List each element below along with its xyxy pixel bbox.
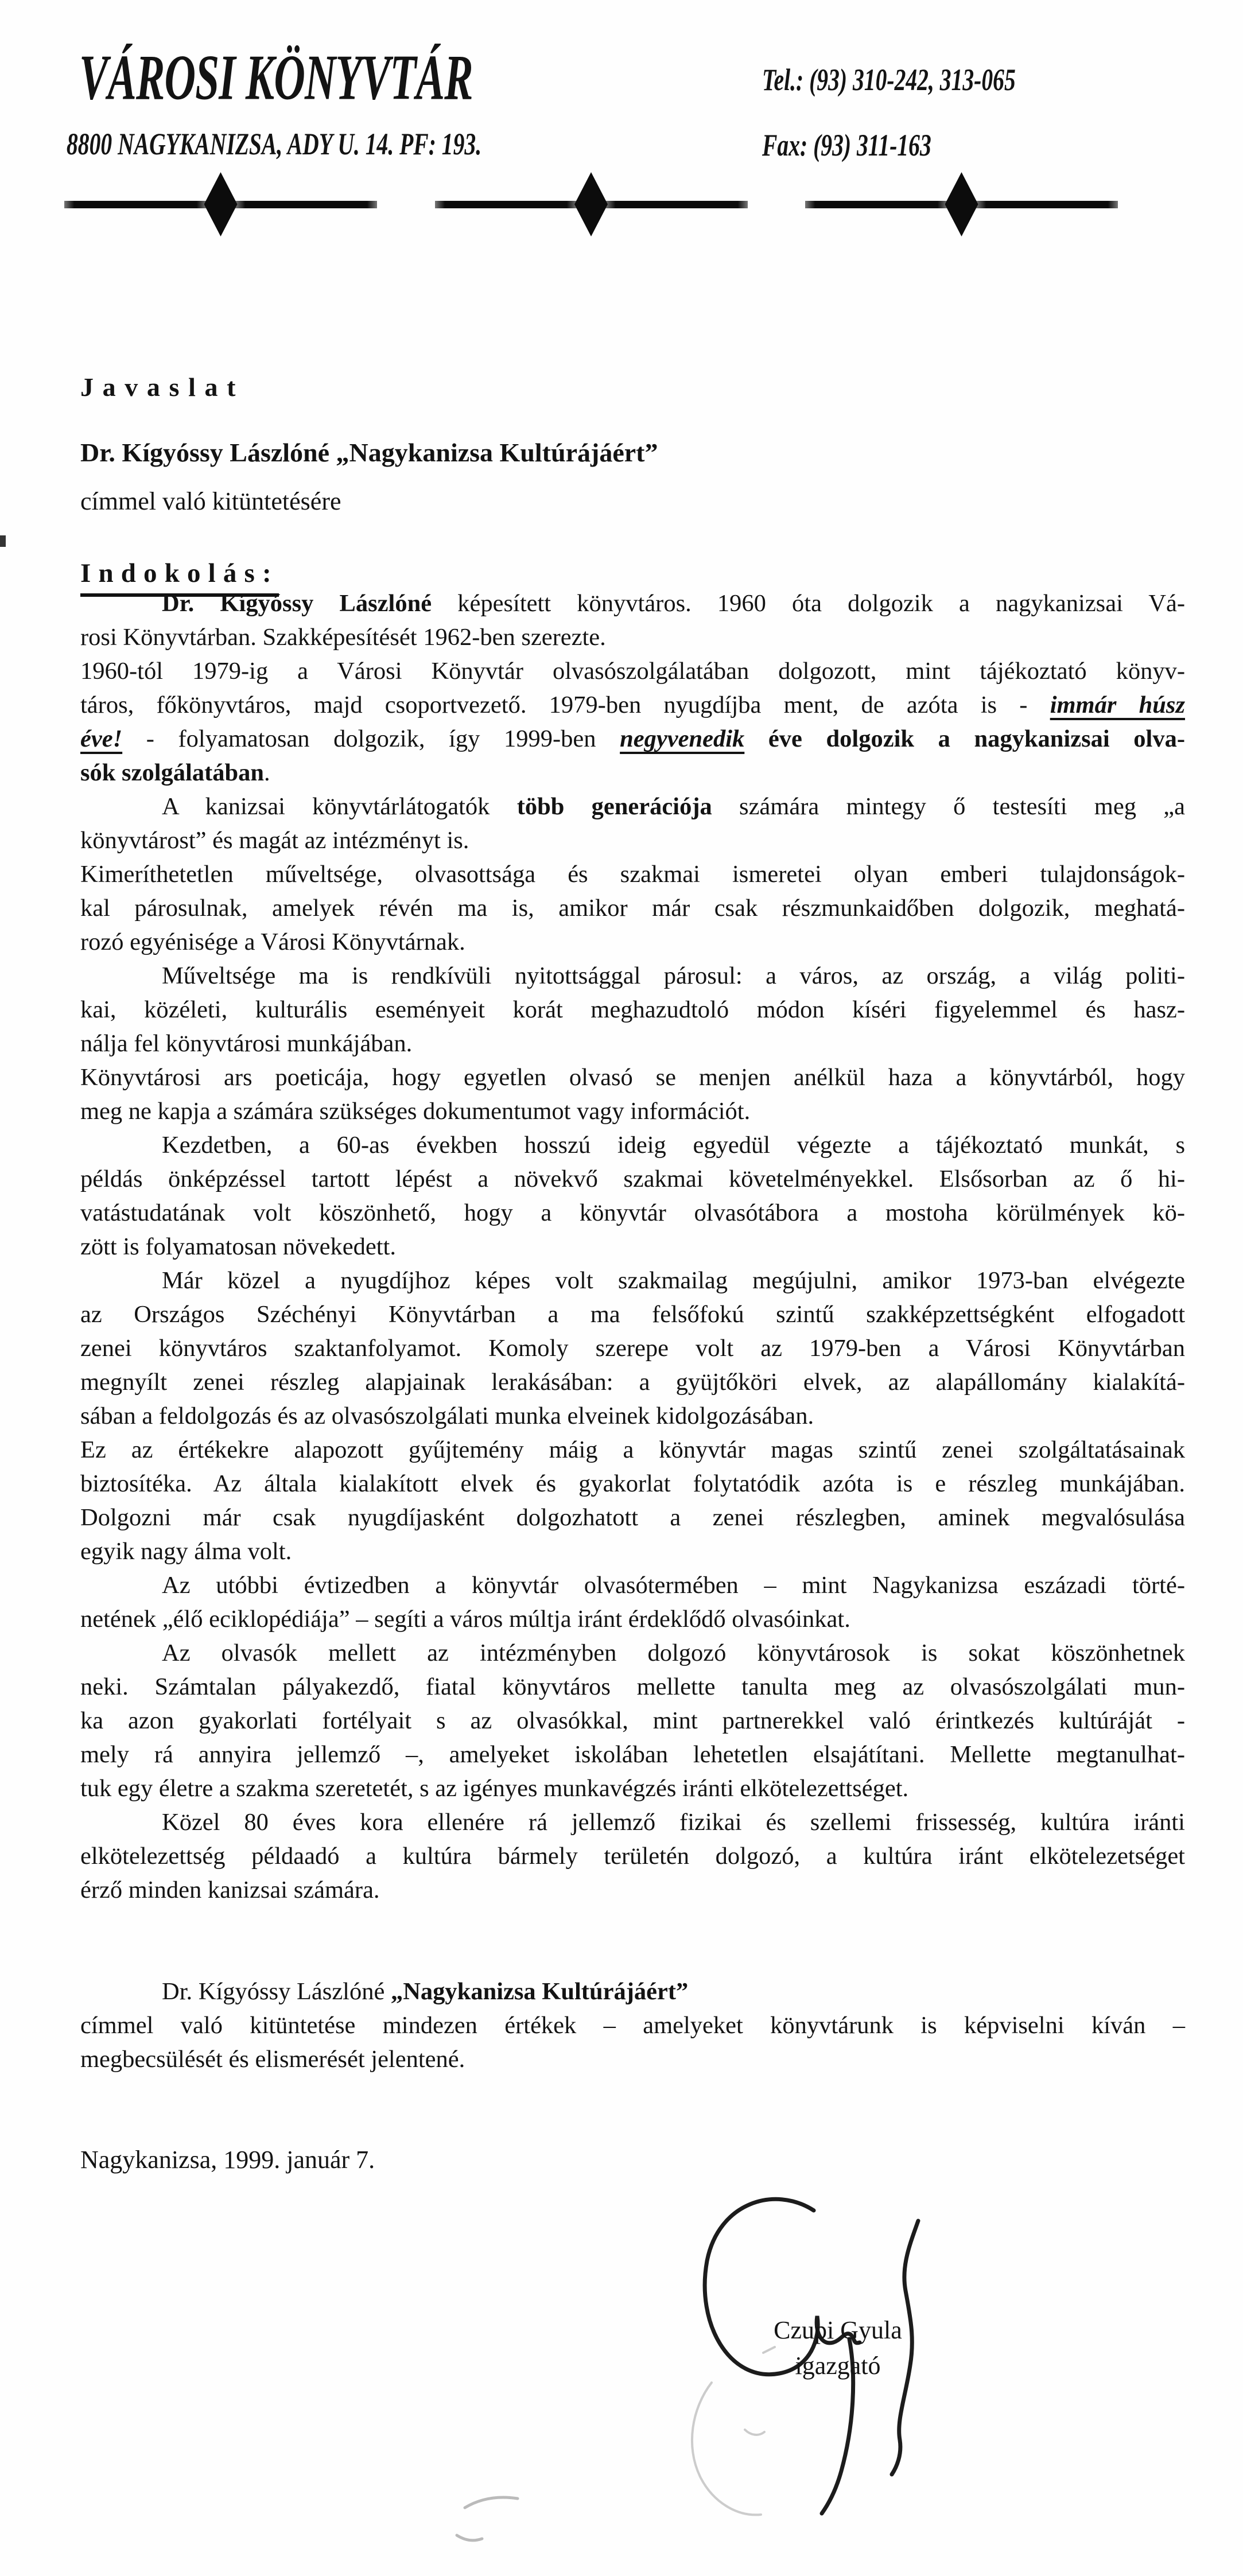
text-segment: netének „élő eciklopédiája” – segíti a város múltja iránt érdeklődő olvasóinkat. [80,1606,850,1633]
body-line [80,586,1185,620]
text-segment: Kimeríthetetlen műveltsége, olvasottsága és szakmai ismeretei olyan emberi tulajdonságok- [80,861,1185,888]
text-segment: több generációja [516,793,712,820]
text-segment: biztosítéka. Az általa kialakított elvek és gyakorlat folytatódik azóta is e részleg munkájában. [80,1470,1185,1497]
body-line [80,1162,1185,1196]
body-line [80,1704,1185,1738]
body-line [80,993,1185,1027]
signatory-title: igazgató [795,2352,881,2380]
text-segment: Kezdetben, a 60-as években hosszú ideig egyedül végezte a tájékoztató munkát, s [162,1132,1185,1159]
body-line [80,1230,1185,1264]
body-line [80,1873,1185,1907]
body-line [80,925,1185,959]
divider-bar [235,201,378,208]
text-segment: „Nagykanizsa Kultúrájáért” [390,1978,689,2005]
divider-segment [805,171,1118,238]
text-segment: mely rá annyira jellemző –, amelyeket iskolában lehetetlen elsajátítani. Mellette megtanulhat- [80,1741,1185,1768]
body-line [80,1365,1185,1399]
text-segment: megnyílt zenei részleg alapjainak lerakásában: a gyüjtőköri elvek, az alapállomány kialakítá- [80,1369,1185,1396]
body-text [80,586,1185,2076]
diamond-shape [574,172,608,236]
text-segment: könyvtárost” és magát az intézményt is. [80,827,469,854]
section-heading-text: Indokolás: [80,558,279,597]
body-line [80,1975,1185,2008]
text-segment: neki. Számtalan pályakezdő, fiatal könyvtáros mellette tanulta meg az olvasószolgálati mun- [80,1673,1185,1700]
text-segment: kai, közéleti, kulturális eseményeit korát meghazudtoló módon kíséri figyelemmel és hasz- [80,996,1185,1023]
proposal-subtitle: címmel való kitüntetésére [80,487,341,515]
body-line [80,959,1185,993]
date-line: Nagykanizsa, 1999. január 7. [80,2146,375,2174]
text-segment: éve! [80,725,123,752]
text-segment: A kanizsai könyvtárlátogatók [162,793,517,820]
body-line [80,1060,1185,1094]
proposal-subject: Dr. Kígyóssy Lászlóné „Nagykanizsa Kultúrájáért” [80,438,658,467]
text-segment: vatástudatának volt köszönhető, hogy a könyvtár olvasótábora a mostoha körülmények kö- [80,1199,1185,1226]
body-line [80,688,1185,722]
text-segment: egyik nagy álma volt. [80,1538,292,1565]
text-segment: megbecsülését és elismerését jelentené. [80,2046,465,2073]
text-segment: sában a feldolgozás és az olvasószolgálati munka elveinek kidolgozásában. [80,1402,814,1429]
body-line [80,1501,1185,1534]
body-line [80,823,1185,857]
text-segment: Dr. Kígyóssy Lászlóné [162,1978,391,2005]
body-line [80,857,1185,891]
diamond-shape [204,172,238,236]
body-line [80,1331,1185,1365]
body-line [80,654,1185,688]
body-line [80,620,1185,654]
body-line [80,1602,1185,1636]
text-segment: immár húsz [1050,691,1185,718]
body-line [80,2042,1185,2076]
text-segment: számára mintegy ő testesíti meg „a [712,793,1185,820]
divider-bar [976,201,1118,208]
address-line: 8800 NAGYKANIZSA, ADY U. 14. PF: 193. [67,127,482,161]
body-line [80,1094,1185,1128]
text-segment: Dr. Kígyóssy Lászlóné [162,590,432,617]
divider-bar [805,201,947,208]
text-segment: érző minden kanizsai számára. [80,1876,380,1903]
divider-segment [64,171,377,238]
text-segment: rozó egyénisége a Városi Könyvtárnak. [80,928,465,955]
body-line [80,1771,1185,1805]
body-line [80,1805,1185,1839]
fax-line: Fax: (93) 311-163 [762,128,931,162]
decorative-divider [64,171,1118,238]
text-segment: tuk egy életre a szakma szeretetét, s az igényes munkavégzés iránti elkötelezettséget. [80,1775,909,1802]
body-line [80,1636,1185,1670]
signatory-name: Czupi Gyula [774,2316,902,2344]
org-name: VÁROSI KÖNYVTÁR [79,41,473,113]
text-segment: sók szolgálatában [80,759,264,786]
body-line [80,1027,1185,1060]
text-segment: ka azon gyakorlati fortélyait s az olvasókkal, mint partnerekkel való érintkezés kultúráját - [80,1707,1185,1734]
scan-artifact-mark [436,2439,562,2565]
text-segment: nálja fel könyvtárosi munkájában. [80,1030,413,1057]
body-line [80,1467,1185,1501]
text-segment: meg ne kapja a számára szükséges dokumentumot vagy információt. [80,1098,751,1125]
text-segment: Műveltsége ma is rendkívüli nyitottsággal párosul: a város, az ország, a világ politi- [162,962,1185,989]
body-line [80,1399,1185,1433]
scan-artifact-speck [0,535,6,547]
divider-segment [435,171,748,238]
divider-bar [605,201,748,208]
divider-bar [64,201,207,208]
text-segment: Könyvtárosi ars poeticája, hogy egyetlen olvasó se menjen anélkül haza a könyvtárból, hogy [80,1064,1185,1091]
body-line [80,1738,1185,1771]
body-line [80,1297,1185,1331]
text-segment: címmel való kitüntetése mindezen értékek – amelyeket könyvtárunk is képviselni kíván – [80,2012,1185,2039]
body-line [80,1534,1185,1568]
body-line [80,1433,1185,1467]
phone-line: Tel.: (93) 310-242, 313-065 [762,63,1016,97]
text-segment: Az olvasók mellett az intézményben dolgozó könyvtárosok is sokat köszönhetnek [162,1639,1185,1666]
text-segment: az Országos Széchényi Könyvtárban a ma felsőfokú szintű szakképzettségként elfogadott [80,1301,1185,1328]
body-line [80,790,1185,823]
text-segment: képesített könyvtáros. 1960 óta dolgozik a nagykanizsai Vá- [432,590,1185,617]
body-line [80,756,1185,790]
text-segment: elkötelezettség példaadó a kultúra bármely területén dolgozó, a kultúra iránt elkötelezetséget [80,1843,1185,1870]
text-segment: . [264,759,270,786]
text-segment: éve dolgozik a nagykanizsai olva- [744,725,1185,752]
text-segment: rosi Könyvtárban. Szakképesítését 1962-ben szerezte. [80,624,606,651]
body-line [80,891,1185,925]
signatory-block [735,2313,941,2384]
text-segment: Az utóbbi évtizedben a könyvtár olvasótermében – mint Nagykanizsa eszázadi törté- [162,1572,1185,1599]
text-segment: zenei könyvtáros szaktanfolyamot. Komoly szerepe volt az 1979-ben a Városi Könyvtárban [80,1335,1185,1362]
body-line [80,722,1185,756]
body-line [80,1196,1185,1230]
proposal-heading: Javaslat [80,372,245,402]
text-segment: példás önképzéssel tartott lépést a növekvő szakmai követelményekkel. Elsősorban az ő hi- [80,1165,1185,1192]
body-line [80,1839,1185,1873]
body-line [80,2008,1185,2042]
text-segment: - folyamatosan dolgozik, így 1999-ben [122,725,620,752]
text-segment: Ez az értékekre alapozott gyűjtemény máig a könyvtár magas szintű zenei szolgáltatásainak [80,1436,1185,1463]
text-segment: Már közel a nyugdíjhoz képes volt szakmailag megújulni, amikor 1973-ban elvégezte [162,1267,1185,1294]
body-line [80,1670,1185,1704]
body-line [80,1568,1185,1602]
divider-bar [435,201,577,208]
body-line [80,1264,1185,1297]
text-segment: Közel 80 éves kora ellenére rá jellemző fizikai és szellemi frissesség, kultúra iránti [162,1809,1185,1836]
text-segment: 1960-tól 1979-ig a Városi Könyvtár olvasószolgálatában dolgozott, mint tájékoztató könyv- [80,658,1185,685]
text-segment: kal párosulnak, amelyek révén ma is, amikor már csak részmunkaidőben dolgozik, meghatá- [80,895,1185,922]
text-segment: táros, főkönyvtáros, majd csoportvezető. 1979-ben nyugdíjba ment, de azóta is - [80,691,1050,718]
text-segment: negyvenedik [620,725,745,752]
diamond-shape [945,172,978,236]
body-line [80,1128,1185,1162]
text-segment: Dolgozni már csak nyugdíjasként dolgozhatott a zenei részlegben, aminek megvalósulása [80,1504,1185,1531]
text-segment: zött is folyamatosan növekedett. [80,1233,396,1260]
